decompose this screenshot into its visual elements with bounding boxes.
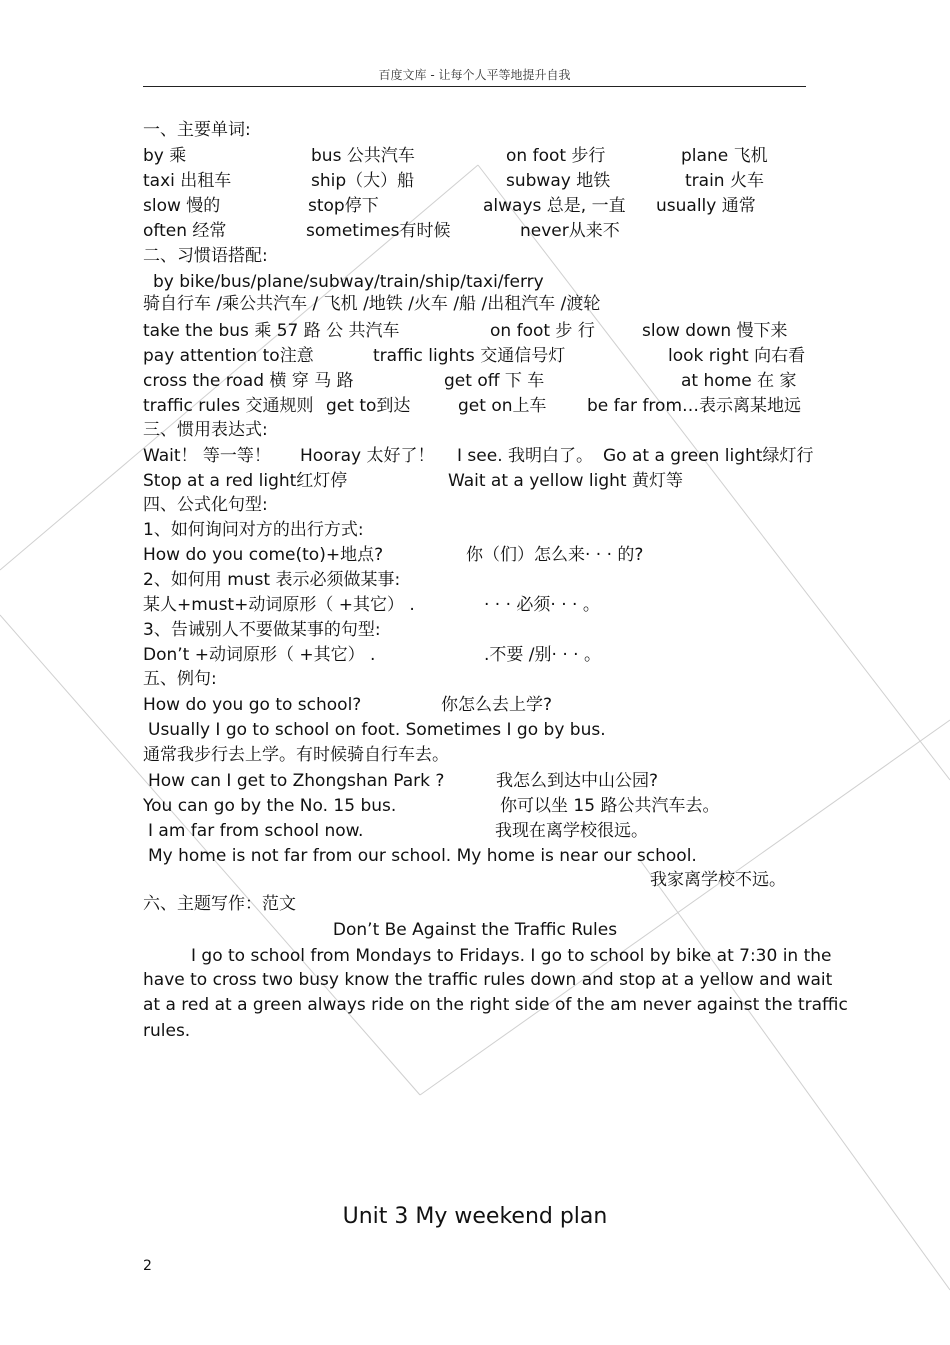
pattern-question: 2、如何用 must 表示必须做某事: xyxy=(143,570,401,590)
phrase-cell: traffic lights 交通信号灯 xyxy=(373,346,566,366)
essay-line: have to cross two busy know the traffic rules down and stop at a yellow and wait xyxy=(143,970,833,990)
vocab-cell: usually 通常 xyxy=(656,196,756,216)
pattern-formula: How do you come(to)+地点? xyxy=(143,545,384,565)
expression: Wait！ 等一等！ xyxy=(143,446,271,466)
example-cn: 我怎么到达中山公园? xyxy=(496,771,659,791)
vocab-cell: never从来不 xyxy=(520,221,620,241)
pattern-question: 3、告诫别人不要做某事的句型: xyxy=(143,620,381,640)
phrase-cell: look right 向右看 xyxy=(668,346,806,366)
vocab-cell: bus 公共汽车 xyxy=(311,146,415,166)
example-cn: 我现在离学校很远。 xyxy=(495,821,648,841)
pattern-formula: Don’t +动词原形（ +其它） . xyxy=(143,645,376,665)
header-divider xyxy=(143,86,806,87)
pattern-translation: 你（们）怎么来· · · 的? xyxy=(466,545,644,565)
example-en: How can I get to Zhongshan Park ? xyxy=(148,771,445,791)
page-header: 百度文库 - 让每个人平等地提升自我 xyxy=(378,68,571,82)
expression: Go at a green light绿灯行 xyxy=(603,446,814,466)
expression: Hooray 太好了！ xyxy=(300,446,435,466)
page-number: 2 xyxy=(143,1258,152,1274)
vocab-cell: plane 飞机 xyxy=(681,146,768,166)
phrase-cell: get on上车 xyxy=(458,396,547,416)
vocab-cell: slow 慢的 xyxy=(143,196,221,216)
phrase-cell: at home 在 家 xyxy=(681,371,797,391)
phrase-cell: get off 下 车 xyxy=(444,371,545,391)
example-en: Usually I go to school on foot. Sometimes I go by bus. xyxy=(148,720,606,740)
example-cn: 通常我步行去上学。有时候骑自行车去。 xyxy=(143,745,449,765)
example-cn: 你可以坐 15 路公共汽车去。 xyxy=(500,796,720,816)
phrase-cell: cross the road 横 穿 马 路 xyxy=(143,371,354,391)
essay-line: I go to school from Mondays to Fridays. I go to school by bike at 7:30 in the xyxy=(191,946,832,966)
phrase-cell: be far from…表示离某地远 xyxy=(587,396,802,416)
phrase-cell: pay attention to注意 xyxy=(143,346,314,366)
essay-title: Don’t Be Against the Traffic Rules xyxy=(332,920,618,940)
phrase-cell: on foot 步 行 xyxy=(490,321,595,341)
phrase-line: 骑自行车 /乘公共汽车 / 飞机 /地铁 /火车 /船 /出租汽车 /渡轮 xyxy=(143,294,601,314)
vocab-cell: always 总是, 一直 xyxy=(483,196,626,216)
expression: Wait at a yellow light 黄灯等 xyxy=(448,471,683,491)
vocab-cell: on foot 步行 xyxy=(506,146,606,166)
phrase-cell: get to到达 xyxy=(326,396,411,416)
vocab-cell: ship（大）船 xyxy=(311,171,415,191)
phrase-cell: traffic rules 交通规则 xyxy=(143,396,314,416)
example-cn: 你怎么去上学? xyxy=(441,695,553,715)
pattern-question: 1、如何询问对方的出行方式: xyxy=(143,520,364,540)
section-heading-writing: 六、主题写作：范文 xyxy=(143,894,296,914)
expression: Stop at a red light红灯停 xyxy=(143,471,348,491)
section-heading-phrases: 二、习惯语搭配: xyxy=(143,246,268,266)
example-en: You can go by the No. 15 bus. xyxy=(143,796,397,816)
expression: I see. 我明白了。 xyxy=(457,446,593,466)
vocab-cell: taxi 出租车 xyxy=(143,171,232,191)
pattern-translation: · · · 必须· · · 。 xyxy=(484,595,600,615)
phrase-cell: slow down 慢下来 xyxy=(642,321,788,341)
vocab-cell: train 火车 xyxy=(685,171,764,191)
essay-line: rules. xyxy=(143,1021,191,1041)
vocab-cell: often 经常 xyxy=(143,221,227,241)
essay-line: at a red at a green always ride on the right side of the am never against the traffic xyxy=(143,995,848,1015)
pattern-translation: .不要 /别· · · 。 xyxy=(484,645,601,665)
example-en: I am far from school now. xyxy=(148,821,364,841)
section-heading-examples: 五、例句: xyxy=(143,669,217,689)
example-cn: 我家离学校不远。 xyxy=(650,870,786,890)
example-en: How do you go to school? xyxy=(143,695,362,715)
vocab-cell: stop停下 xyxy=(308,196,379,216)
phrase-cell: take the bus 乘 57 路 公 共汽车 xyxy=(143,321,400,341)
section-heading-patterns: 四、公式化句型: xyxy=(143,495,268,515)
phrase-line: by bike/bus/plane/subway/train/ship/taxi/ferry xyxy=(153,272,544,292)
unit-title: Unit 3 My weekend plan xyxy=(342,1204,608,1229)
example-en: My home is not far from our school. My home is near our school. xyxy=(148,846,697,866)
vocab-cell: sometimes有时候 xyxy=(306,221,451,241)
pattern-formula: 某人+must+动词原形（ +其它） . xyxy=(143,595,415,615)
section-heading-expressions: 三、惯用表达式: xyxy=(143,420,268,440)
vocab-cell: subway 地铁 xyxy=(506,171,611,191)
vocab-cell: by 乘 xyxy=(143,146,187,166)
section-heading-vocab: 一、主要单词: xyxy=(143,120,251,140)
